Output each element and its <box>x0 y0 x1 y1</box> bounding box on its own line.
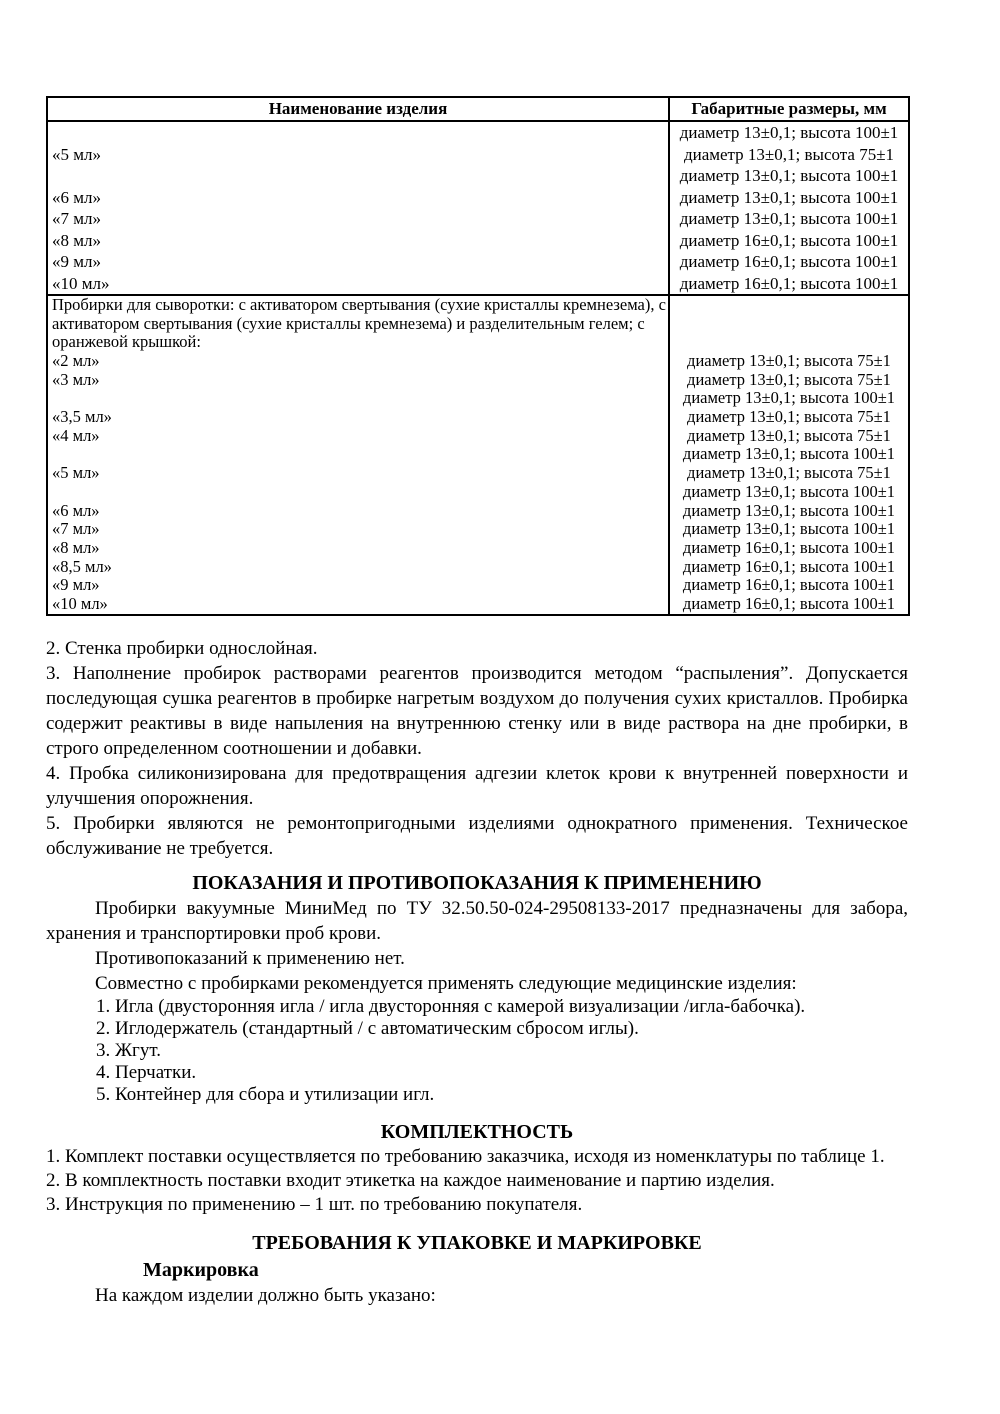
product-name-line <box>48 445 668 464</box>
product-name-line <box>48 165 668 187</box>
table-row-group1 <box>47 121 909 295</box>
paragraph-purpose: Пробирки вакуумные МиниМед по ТУ 32.50.50-024-29508133-2017 предназначены для забора, хранения и транспортировки проб крови. <box>46 897 908 944</box>
product-name-line: «7 мл» <box>52 209 101 228</box>
dimension-line: диаметр 16±0,1; высота 100±1 <box>682 556 896 576</box>
dimension-line: диаметр 13±0,1; высота 75±1 <box>687 369 891 389</box>
list-item: 2. В комплектность поставки входит этикетка на каждое наименование и партию изделия. <box>46 1169 775 1191</box>
list-item: 1. Игла (двусторонняя игла / игла двусторонняя с камерой визуализации /игла-бабочка). <box>96 995 806 1017</box>
list-item: 1. Комплект поставки осуществляется по требованию заказчика, исходя из номенклатуры по таблице 1. <box>46 1145 885 1167</box>
product-name-line: «8,5 мл» <box>52 556 112 576</box>
paragraph-tube-wall: 2. Стенка пробирки однослойная. <box>46 637 318 659</box>
group1-dimensions-cell <box>669 121 909 295</box>
product-name-line: «9 мл» <box>52 252 101 271</box>
dimension-line: диаметр 16±0,1; высота 100±1 <box>679 230 899 250</box>
product-name-line: «6 мл» <box>52 500 100 520</box>
list-item: 4. Перчатки. <box>96 1061 197 1083</box>
recommended-devices-list <box>46 996 908 1106</box>
section-title-packaging: ТРЕБОВАНИЯ К УПАКОВКЕ И МАРКИРОВКЕ <box>252 1231 702 1254</box>
product-name-line: «6 мл» <box>52 187 101 207</box>
column-header-dimensions: Габаритные размеры, мм <box>669 97 909 121</box>
list-item: 5. Контейнер для сбора и утилизации игл. <box>96 1083 435 1105</box>
document-body <box>46 636 908 1308</box>
dimension-line: диаметр 16±0,1; высота 100±1 <box>679 252 899 271</box>
product-name-line: «4 мл» <box>52 425 100 445</box>
list-item: 2. Иглодержатель (стандартный / с автоматическим сбросом иглы). <box>96 1017 639 1039</box>
dimension-line: диаметр 13±0,1; высота 75±1 <box>687 425 891 445</box>
product-name-line: «2 мл» <box>52 351 100 370</box>
list-item: 3. Жгут. <box>96 1039 161 1061</box>
dimension-line: диаметр 13±0,1; высота 75±1 <box>687 351 891 370</box>
group2-dimension-lines <box>670 352 908 614</box>
section-title-indications: ПОКАЗАНИЯ И ПРОТИВОПОКАЗАНИЯ К ПРИМЕНЕНИЮ <box>192 871 762 894</box>
product-name-line: «3 мл» <box>52 369 100 389</box>
product-name-line <box>48 389 668 408</box>
dimension-line: диаметр 13±0,1; высота 75±1 <box>687 463 891 483</box>
dimension-line: диаметр 13±0,1; высота 75±1 <box>683 144 895 164</box>
dimension-line: диаметр 13±0,1; высота 100±1 <box>682 481 896 501</box>
product-name-line <box>48 483 668 502</box>
table-header-row <box>47 97 909 121</box>
dimension-line: диаметр 16±0,1; высота 100±1 <box>682 593 896 613</box>
completeness-list <box>46 1145 908 1217</box>
product-name-line: «3,5 мл» <box>52 407 112 427</box>
product-name-line: «8 мл» <box>52 537 100 557</box>
group1-product-names-cell <box>47 121 669 295</box>
group2-name-lines <box>48 352 668 614</box>
column-header-product-name: Наименование изделия <box>47 97 669 121</box>
document-content <box>46 96 908 1308</box>
product-name-line: «10 мл» <box>52 273 110 293</box>
product-name-line: «5 мл» <box>52 144 101 164</box>
dimension-line: диаметр 16±0,1; высота 100±1 <box>682 537 896 557</box>
product-name-line: «8 мл» <box>52 230 101 250</box>
dimension-line: диаметр 13±0,1; высота 100±1 <box>682 519 896 539</box>
dimension-line: диаметр 16±0,1; высота 100±1 <box>682 575 896 595</box>
paragraph-marking-intro: На каждом изделии должно быть указано: <box>95 1284 436 1306</box>
subsection-title-marking: Маркировка <box>143 1258 259 1281</box>
product-name-line <box>48 122 668 144</box>
dimension-line: диаметр 13±0,1; высота 75±1 <box>687 407 891 427</box>
product-name-line: «7 мл» <box>52 519 100 539</box>
dimension-line: диаметр 16±0,1; высота 100±1 <box>679 273 899 293</box>
dimension-line: диаметр 13±0,1; высота 100±1 <box>679 187 899 207</box>
dimension-line: диаметр 13±0,1; высота 100±1 <box>679 123 899 142</box>
paragraph-siliconized-stopper: 4. Пробка силиконизирована для предотвращения адгезии клеток крови к внутренней поверхности и улучшения опорожнения. <box>46 762 908 809</box>
section-title-completeness: КОМПЛЕКТНОСТЬ <box>380 1120 574 1143</box>
paragraph-recommended-devices: Совместно с пробирками рекомендуется применять следующие медицинские изделия: <box>95 972 797 994</box>
group2-dimensions-cell <box>669 295 909 615</box>
dimension-spacer <box>670 296 908 352</box>
dimension-line: диаметр 13±0,1; высота 100±1 <box>682 388 896 408</box>
table-row-group2 <box>47 295 909 615</box>
dimension-line: диаметр 13±0,1; высота 100±1 <box>679 166 899 185</box>
product-name-line: «5 мл» <box>52 463 100 483</box>
group2-product-names-cell <box>47 295 669 615</box>
product-name-line: «9 мл» <box>52 575 100 595</box>
dimension-line: диаметр 13±0,1; высота 100±1 <box>682 444 896 464</box>
dimension-line: диаметр 13±0,1; высота 100±1 <box>682 500 896 520</box>
paragraph-non-repairable: 5. Пробирки являются не ремонтопригодными изделиями однократного применения. Техническое обслуживание не требуется. <box>46 812 908 859</box>
product-dimensions-table <box>46 96 910 616</box>
paragraph-reagent-filling: 3. Наполнение пробирок растворами реагентов производится методом “распыления”. Допускается последующая сушка реагентов в пробирке нагретым воздухом до получения сухих кристаллов. Пробирка содержит реактивы в виде напыления на внутреннюю стенку или в виде раствора на дне пробирки, в строго определенном соотношении и добавки. <box>46 662 908 759</box>
product-name-line: «10 мл» <box>52 593 108 613</box>
dimension-line: диаметр 13±0,1; высота 100±1 <box>679 209 899 228</box>
paragraph-no-contraindications: Противопоказаний к применению нет. <box>95 947 405 969</box>
serum-tubes-description: Пробирки для сыворотки: с активатором свертывания (сухие кристаллы кремнезема), с активатором свертывания (сухие кристаллы кремнезема) и разделительным гелем; с оранжевой крышкой: <box>52 295 666 352</box>
list-item: 3. Инструкция по применению – 1 шт. по требованию покупателя. <box>46 1193 583 1215</box>
